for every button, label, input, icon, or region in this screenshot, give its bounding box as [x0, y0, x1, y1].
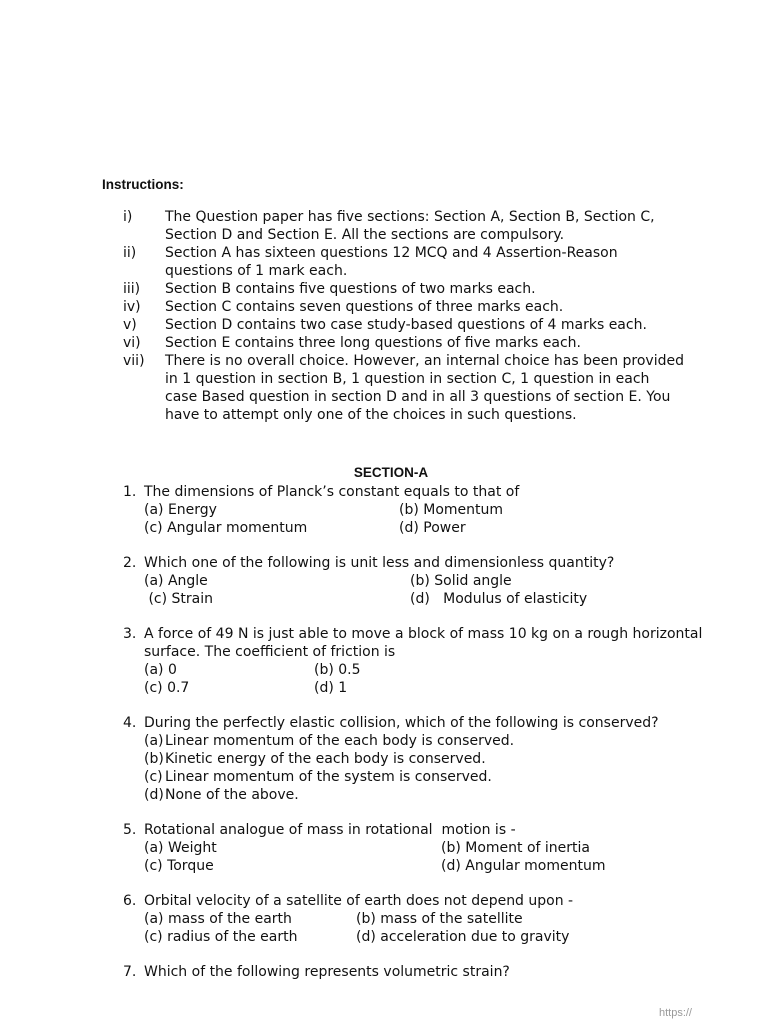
instruction-number: vii)	[123, 353, 145, 369]
instruction-item	[123, 280, 723, 298]
footer-link[interactable]: https://	[658, 1007, 692, 1019]
instruction-item	[123, 208, 723, 244]
instruction-item	[123, 298, 723, 316]
option-c: (c) Torque	[144, 858, 214, 874]
question-text: Rotational analogue of mass in rotational motion is -	[144, 822, 516, 838]
question-text: During the perfectly elastic collision, which of the following is conserved?	[144, 715, 659, 731]
option-a: (a) Weight	[144, 840, 217, 856]
option-c: (c) radius of the earth	[144, 929, 298, 945]
question-7	[123, 963, 723, 981]
option-label: (b)	[144, 751, 164, 767]
question-number: 5.	[123, 822, 137, 838]
question-number: 7.	[123, 964, 137, 980]
option-a: (a) 0	[144, 662, 177, 678]
instruction-number: iii)	[123, 281, 141, 297]
option-label: (a)	[144, 733, 164, 749]
option-b: Kinetic energy of the each body is conserved.	[165, 751, 486, 767]
instruction-number: vi)	[123, 335, 141, 351]
question-6	[123, 892, 723, 946]
question-number: 6.	[123, 893, 137, 909]
option-b: (b) 0.5	[314, 662, 361, 678]
instruction-text: There is no overall choice. However, an internal choice has been provided in 1 question in section B, 1 question in section C, 1 question in each case Based question in section D and in all 3 questions of section E. You have to attempt only one of the choices in such questions.	[165, 353, 684, 423]
option-a: (a) Energy	[144, 502, 217, 518]
option-d: None of the above.	[165, 787, 299, 803]
option-c: (c) 0.7	[144, 680, 190, 696]
option-d: (d) acceleration due to gravity	[356, 929, 570, 945]
section-title: SECTION-A	[353, 465, 429, 480]
option-b: (b) Momentum	[399, 502, 504, 518]
instruction-text: Section A has sixteen questions 12 MCQ and 4 Assertion-Reason questions of 1 mark each.	[165, 245, 618, 279]
instruction-number: ii)	[123, 245, 137, 261]
instruction-item	[123, 316, 723, 334]
option-a: (a) Angle	[144, 573, 208, 589]
question-list	[123, 483, 723, 998]
option-d: (d) Power	[399, 520, 466, 536]
option-a: (a) mass of the earth	[144, 911, 292, 927]
instruction-item	[123, 244, 723, 280]
question-number: 4.	[123, 715, 137, 731]
instruction-text: Section C contains seven questions of three marks each.	[165, 299, 564, 315]
option-c: (c) Strain	[144, 591, 213, 607]
option-d: (d) Angular momentum	[441, 858, 606, 874]
question-text: Which one of the following is unit less and dimensionless quantity?	[144, 555, 615, 571]
question-number: 3.	[123, 626, 137, 642]
question-text: A force of 49 N is just able to move a block of mass 10 kg on a rough horizontal surface. The coefficient of friction is	[144, 626, 703, 660]
instruction-item	[123, 334, 723, 352]
question-5	[123, 821, 723, 875]
question-4	[123, 714, 723, 804]
instruction-item	[123, 352, 723, 424]
instructions-heading: Instructions:	[102, 177, 184, 192]
option-b: (b) Solid angle	[410, 573, 512, 589]
option-d: (d) Modulus of elasticity	[410, 591, 588, 607]
question-2	[123, 554, 723, 608]
question-3	[123, 625, 723, 697]
question-text: Which of the following represents volumetric strain?	[144, 964, 510, 980]
question-1	[123, 483, 723, 537]
instruction-text: The Question paper has five sections: Section A, Section B, Section C, Section D and Section E. All the sections are compulsory.	[165, 209, 655, 243]
instruction-text: Section E contains three long questions of five marks each.	[165, 335, 582, 351]
instruction-text: Section D contains two case study-based questions of 4 marks each.	[165, 317, 647, 333]
option-c: Linear momentum of the system is conserved.	[165, 769, 492, 785]
instruction-number: v)	[123, 317, 137, 333]
question-number: 2.	[123, 555, 137, 571]
option-b: (b) mass of the satellite	[356, 911, 523, 927]
option-label: (c)	[144, 769, 163, 785]
instructions-list	[123, 208, 723, 424]
option-d: (d) 1	[314, 680, 348, 696]
instruction-text: Section B contains five questions of two marks each.	[165, 281, 536, 297]
question-text: The dimensions of Planck’s constant equals to that of	[144, 484, 520, 500]
question-text: Orbital velocity of a satellite of earth does not depend upon -	[144, 893, 574, 909]
question-number: 1.	[123, 484, 137, 500]
option-c: (c) Angular momentum	[144, 520, 308, 536]
option-label: (d)	[144, 787, 164, 803]
option-a: Linear momentum of the each body is conserved.	[165, 733, 515, 749]
instruction-number: iv)	[123, 299, 141, 315]
instruction-number: i)	[123, 209, 133, 225]
option-b: (b) Moment of inertia	[441, 840, 591, 856]
